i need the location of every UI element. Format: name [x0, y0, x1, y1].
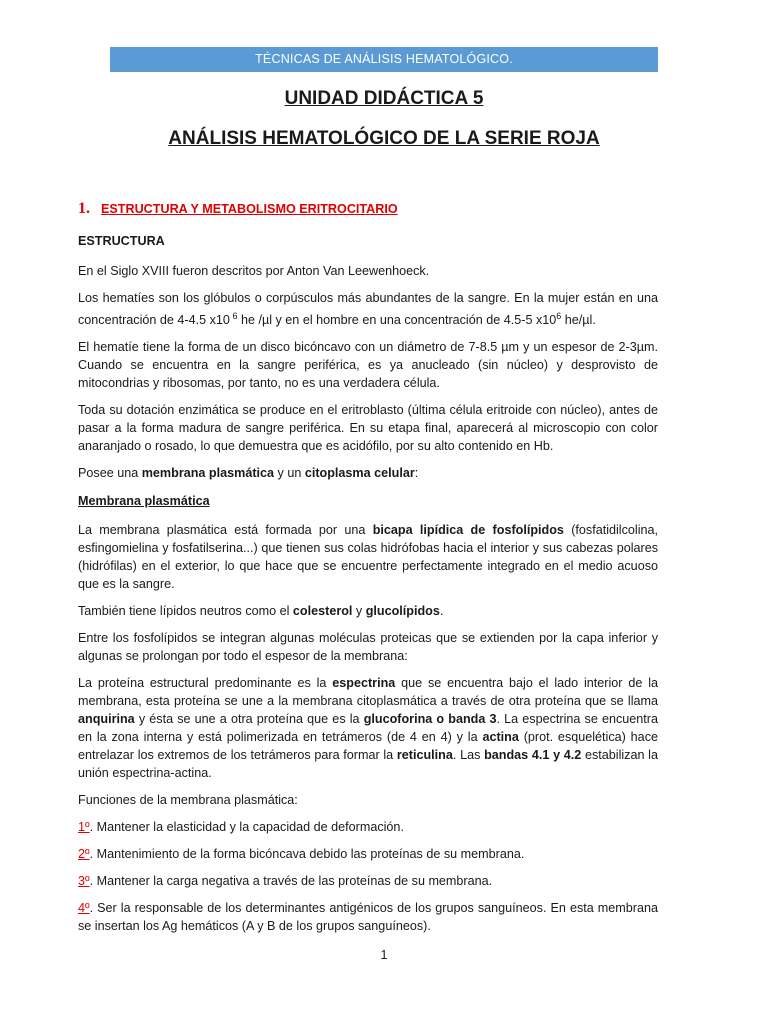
bold-term: citoplasma celular: [304, 466, 415, 481]
function-number: 3º: [78, 874, 90, 889]
text-run: y ésta se une a otra proteína que es la: [134, 712, 364, 727]
unit-title: UNIDAD DIDÁCTICA 5: [284, 88, 484, 109]
paragraph-spectrin: [78, 674, 658, 782]
function-number: 1º: [78, 820, 90, 835]
superscript: 6: [229, 311, 238, 321]
paragraph-concentration: [78, 289, 658, 329]
function-text: . Mantenimiento de la forma bicóncava debido las proteínas de su membrana.: [89, 847, 525, 862]
superscript: 6: [556, 311, 562, 321]
function-item-1: [78, 818, 658, 836]
text-run: y un: [274, 466, 305, 481]
function-text: . Ser la responsable de los determinantes antigénicos de los grupos sanguíneos. En esta membrana se insertan los Ag hemáticos (A y B de los grupos sanguíneos).: [78, 901, 658, 934]
bold-term: espectrina: [332, 676, 396, 691]
paragraph-shape: El hematíe tiene la forma de un disco bicóncavo con un diámetro de 7-8.5 µm y un espesor de 2-3µm. Cuando se encuentra en la sangre periférica, es ya anucleado (sin núcleo) y desprovisto de mitocondrias y ribosomas, por tanto, no es una verdadera célula.: [78, 340, 658, 391]
paragraph-enzymes: Toda su dotación enzimática se produce en el eritroblasto (última célula eritroide con núcleo), antes de pasar a la forma madura de sangre periférica. En su etapa final, aparecerá al microscopio con color anaranjado o rosado, lo que demuestra que es acidófilo, por su alto contenido en Hb.: [78, 403, 658, 454]
text-run: .: [439, 604, 444, 619]
membrana-heading: Membrana plasmática: [78, 494, 210, 509]
text-run: he /µl y en el hombre en una concentración de 4.5-5 x10: [237, 313, 557, 328]
text-run: (fosfatidilcolina, esfingomielina y fosfatilserina...) que tienen sus colas hidrófobas hacia el interior y sus cabezas polares (hidrófilas) en el exterior, lo que hace que se encuentre perfectamente integrado en el medio acuoso que es la sangre.: [78, 523, 659, 592]
function-item-4: [78, 899, 658, 935]
text-run: También tiene lípidos neutros como el: [78, 604, 293, 619]
function-text: . Mantener la carga negativa a través de las proteínas de su membrana.: [89, 874, 493, 889]
text-run: Posee una: [78, 466, 142, 481]
topic-title: ANÁLISIS HEMATOLÓGICO DE LA SERIE ROJA: [168, 128, 600, 149]
bold-term: anquirina: [78, 712, 135, 727]
page-number: 1: [380, 948, 388, 962]
bold-term: bicapa lipídica de fosfolípidos: [372, 523, 564, 538]
function-item-2: [78, 845, 658, 863]
text-run: he/µl.: [561, 313, 596, 328]
text-run: La membrana plasmática está formada por una: [78, 523, 373, 538]
text-run: :: [414, 466, 419, 481]
paragraph-history: En el Siglo XVIII fueron descritos por Anton Van Leewenhoeck.: [78, 264, 430, 278]
bold-term: colesterol: [292, 604, 353, 619]
paragraph-components: [78, 464, 658, 482]
bold-term: actina: [482, 730, 519, 745]
estructura-heading: ESTRUCTURA: [78, 234, 165, 248]
section-number: 1.: [78, 200, 90, 217]
text-run: que se encuentra bajo el lado interior de la membrana, esta proteína se une a la membrana citoplasmática a través de otra proteína que se llama: [78, 676, 659, 709]
function-item-3: [78, 872, 658, 890]
text-run: . Las: [452, 748, 485, 763]
document-body: [78, 200, 658, 944]
paragraph-proteins: Entre los fosfolípidos se integran algunas moléculas proteicas que se extienden por la capa inferior y algunas se prolongan por todo el espesor de la membrana:: [78, 631, 658, 664]
text-run: . La espectrina se encuentra en la zona interna y está polimerizada en tetrámeros (de 4 en 4) y la: [78, 712, 658, 745]
paragraph-bilayer: [78, 521, 658, 593]
text-run: y: [352, 604, 366, 619]
text-run: Los hematíes son los glóbulos o corpúsculos más abundantes de la sangre. En la mujer están en una concentración de 4-4.5 x10: [78, 291, 658, 328]
section-title: ESTRUCTURA Y METABOLISMO ERITROCITARIO: [101, 202, 398, 216]
function-text: . Mantener la elasticidad y la capacidad de deformación.: [89, 820, 404, 835]
function-number: 4º: [78, 901, 90, 916]
bold-term: glucolípidos: [365, 604, 440, 619]
bold-term: reticulina: [396, 748, 453, 763]
bold-term: bandas 4.1 y 4.2: [484, 748, 582, 763]
document-header-banner: TÉCNICAS DE ANÁLISIS HEMATOLÓGICO.: [110, 47, 658, 72]
bold-term: glucoforina o banda 3: [363, 712, 497, 727]
section-heading: [78, 200, 658, 218]
functions-intro: Funciones de la membrana plasmática:: [78, 793, 298, 808]
text-run: La proteína estructural predominante es la: [78, 676, 333, 691]
function-number: 2º: [78, 847, 90, 862]
bold-term: membrana plasmática: [141, 466, 275, 481]
text-run: (prot. esquelética) hace entrelazar los extremos de los tetrámeros para formar la: [78, 730, 658, 763]
text-run: estabilizan la unión espectrina-actina.: [78, 748, 658, 781]
paragraph-lipids: [78, 602, 658, 620]
